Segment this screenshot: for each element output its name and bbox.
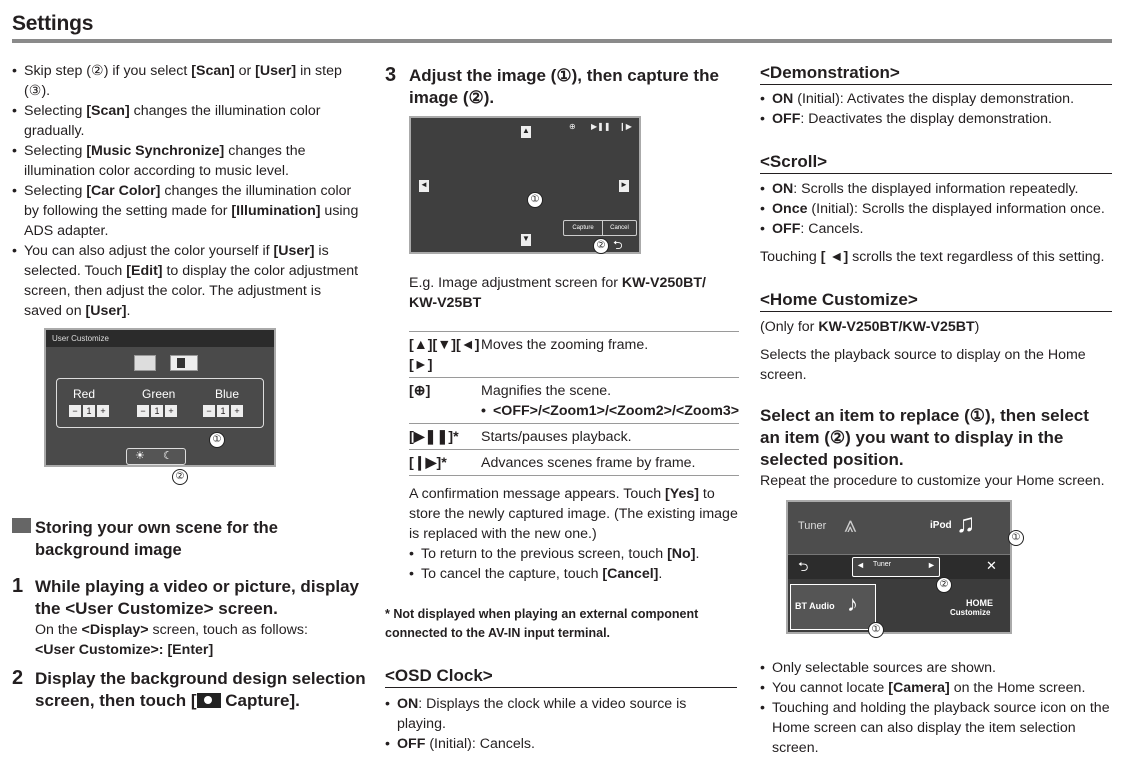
phone-music-icon: ♪ — [847, 591, 858, 616]
home-customize-title: <Home Customize> — [760, 289, 1112, 312]
nav-row — [788, 555, 1010, 590]
red-label: Red — [73, 387, 96, 401]
red-stepper[interactable]: − 1 + — [69, 405, 109, 417]
list-item: • ON (Initial): Activates the display demonstration. — [760, 89, 1112, 109]
left-arrow-icon[interactable]: ◄ — [856, 560, 865, 570]
list-item: • Once (Initial): Scrolls the displayed information once. — [760, 199, 1112, 219]
sun-icon: ☀ — [135, 450, 145, 462]
magnify-icon[interactable]: ⊕ — [569, 122, 576, 131]
step-number: 3 — [385, 64, 397, 86]
close-icon[interactable]: ✕ — [986, 558, 997, 573]
step-title: Adjust the image (①), then capture the image (②). — [409, 66, 719, 107]
callout-1: ① — [527, 192, 543, 208]
list-item: • Skip step (②) if you select [Scan] or [User] in step (③). — [12, 61, 362, 101]
step-number: 1 — [12, 575, 24, 597]
rgb-panel — [56, 378, 264, 428]
image-mode-icon[interactable] — [134, 355, 156, 371]
frame-advance-button[interactable]: ❙▶ — [619, 122, 632, 131]
section-marker — [12, 518, 31, 533]
page-title: Settings — [12, 12, 94, 35]
back-icon[interactable]: ⮌ — [798, 559, 809, 574]
list-item: • Selecting [Scan] changes the illumination color gradually. — [12, 101, 362, 141]
step-number: 2 — [12, 667, 24, 689]
callout-1: ① — [868, 622, 884, 638]
tuner-small-label: Tuner — [873, 561, 892, 568]
bt-audio-tile[interactable] — [790, 584, 876, 630]
scroll-note: Touching [ ◄] scrolls the text regardless of this setting. — [760, 249, 1105, 265]
step-body: On the <Display> screen, touch as follows: <User Customize>: [Enter] — [35, 622, 308, 658]
blue-stepper[interactable]: − 1 + — [203, 405, 243, 417]
list-item: • To cancel the capture, touch [Cancel]. — [409, 564, 739, 584]
key-table — [409, 331, 739, 476]
zoom-down-button[interactable]: ▼ — [521, 234, 531, 246]
list-item: • ON: Displays the clock while a video source is playing. — [385, 694, 737, 734]
image-adjust-screenshot — [409, 116, 641, 254]
list-item: • Selecting [Car Color] changes the illumination color by following the setting made for [Illumination] using ADS adapter. — [12, 181, 362, 241]
cancel-button[interactable]: Cancel — [610, 225, 629, 231]
callout-2: ② — [593, 238, 609, 254]
step-title: Display the background design selection screen, then touch [ Capture]. — [35, 669, 366, 710]
footnote: * Not displayed when playing an external component connected to the AV-IN input terminal. — [385, 607, 699, 640]
home-label: HOME — [966, 598, 993, 608]
capture-bar — [563, 220, 637, 236]
zoom-left-button[interactable]: ◄ — [419, 180, 429, 192]
list-item: • Selecting [Music Synchronize] changes the illumination color according to music level. — [12, 141, 362, 181]
color-mode-icon[interactable] — [170, 355, 198, 371]
table-row: [▲][▼][◄][►] Moves the zooming frame. — [409, 332, 739, 378]
callout-1: ① — [209, 432, 225, 448]
day-night-toggle[interactable] — [126, 448, 186, 465]
title-rule — [12, 39, 1112, 43]
green-label: Green — [142, 387, 176, 401]
scroll-title: <Scroll> — [760, 151, 1112, 174]
customize-label: Customize — [950, 608, 991, 617]
confirm-text: A confirmation message appears. Touch [Yes] to store the newly captured image. (The existing image is replaced with the new one.) • To return to the previous screen, touch [No]. • To cancel the capture, touch [Cancel]. — [409, 484, 739, 584]
table-row: [❙▶]* Advances scenes frame by frame. — [409, 450, 739, 476]
osd-clock-title: <OSD Clock> — [385, 665, 737, 688]
callout-2: ② — [936, 577, 952, 593]
ipod-label: iPod — [930, 520, 952, 531]
source-row — [788, 502, 1010, 555]
zoom-right-button[interactable]: ► — [619, 180, 629, 192]
home-desc: Selects the playback source to display on the Home screen. — [760, 347, 1086, 383]
repeat-text: Repeat the procedure to customize your Home screen. — [760, 473, 1105, 489]
green-stepper[interactable]: − 1 + — [137, 405, 177, 417]
list-item: • Only selectable sources are shown. — [760, 658, 1112, 678]
callout-1-top: ① — [1008, 530, 1024, 546]
screen-caption: E.g. Image adjustment screen for KW-V250BT/ KW-V25BT — [409, 275, 706, 311]
callout-2: ② — [172, 469, 188, 485]
right-arrow-icon[interactable]: ► — [927, 560, 936, 570]
camera-icon — [197, 693, 221, 708]
table-row: [▶❚❚]* Starts/pauses playback. — [409, 424, 739, 450]
tuner-selector[interactable] — [852, 557, 940, 577]
user-customize-screenshot — [44, 328, 276, 467]
home-only-note: (Only for KW-V250BT/KW-V25BT) — [760, 319, 980, 335]
list-item: • You can also adjust the color yourself if [User] is selected. Touch [Edit] to display the color adjustment screen, then adjust the color. The adjustment is saved on [User]. — [12, 241, 362, 321]
list-item: • OFF (Initial): Cancels. — [385, 734, 737, 754]
list-item: • OFF: Cancels. — [760, 219, 1112, 239]
list-item: • ON: Scrolls the displayed information repeatedly. — [760, 179, 1112, 199]
step-title: Select an item to replace (①), then select an item (②) you want to display in the selected position. — [760, 406, 1089, 469]
tuner-label: Tuner — [798, 520, 827, 532]
zoom-up-button[interactable]: ▲ — [521, 126, 531, 138]
back-icon[interactable]: ⮌ — [613, 238, 623, 252]
list-item: • OFF: Deactivates the display demonstration. — [760, 109, 1112, 129]
list-item: • To return to the previous screen, touch [No]. — [409, 544, 739, 564]
play-pause-button[interactable]: ▶❚❚ — [591, 122, 611, 131]
screen-header: User Customize — [46, 330, 274, 347]
capture-button[interactable]: Capture — [564, 221, 603, 235]
moon-icon: ☾ — [163, 450, 173, 462]
list-item: • You cannot locate [Camera] on the Home screen. — [760, 678, 1112, 698]
demonstration-title: <Demonstration> — [760, 62, 1112, 85]
music-note-icon[interactable]: ♫ — [956, 508, 976, 538]
home-customize-screenshot — [786, 500, 1012, 634]
table-row: [⊕] Magnifies the scene. • <OFF>/<Zoom1>/<Zoom2>/<Zoom3> — [409, 378, 739, 424]
list-item: • Touching and holding the playback source icon on the Home screen can also display the item selection screen. — [760, 698, 1112, 758]
blue-label: Blue — [215, 387, 240, 401]
antenna-icon: ⩓ — [844, 512, 857, 537]
step-title: While playing a video or picture, display the <User Customize> screen. — [35, 577, 360, 618]
bt-audio-label: BT Audio — [795, 601, 835, 611]
section-title: Storing your own scene for the background image — [35, 519, 278, 559]
